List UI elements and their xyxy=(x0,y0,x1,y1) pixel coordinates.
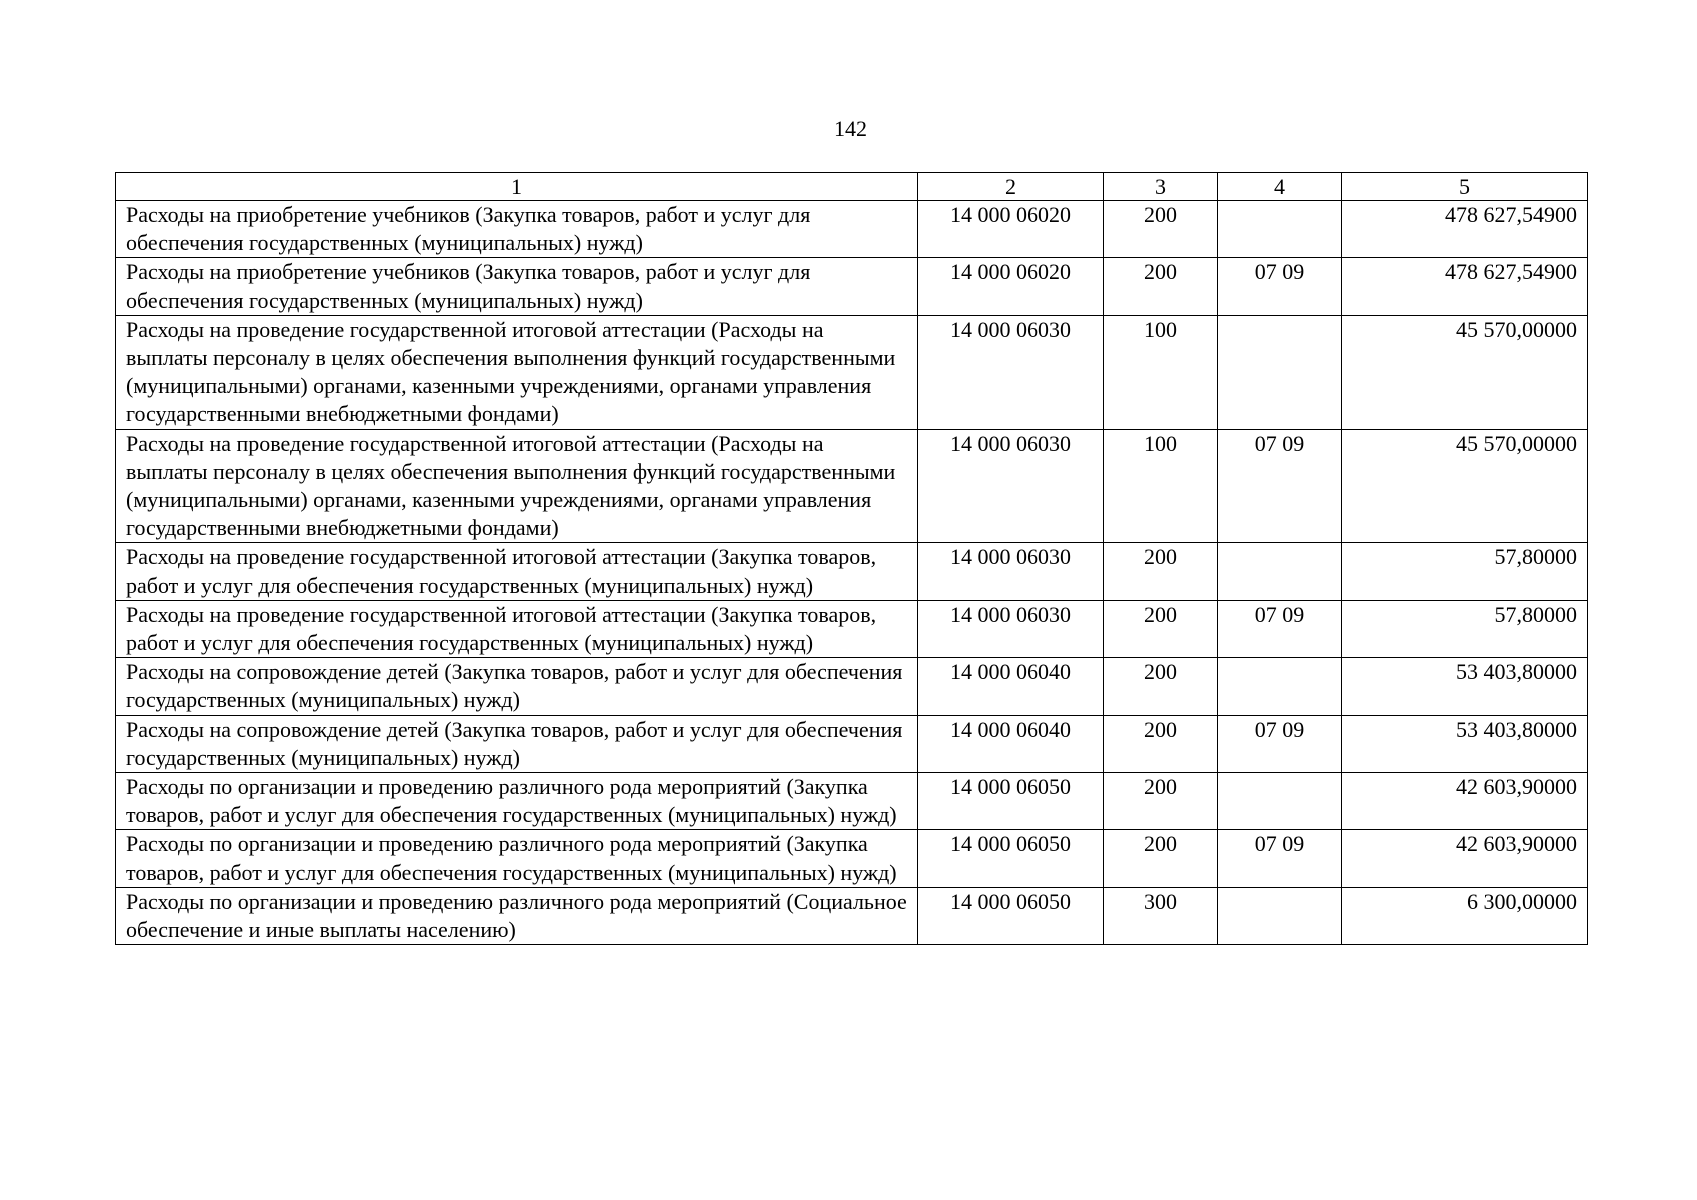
row-section: 07 09 xyxy=(1218,258,1342,315)
table-row xyxy=(116,773,1588,830)
column-header-4: 4 xyxy=(1218,173,1342,201)
table-row xyxy=(116,201,1588,258)
row-description: Расходы по организации и проведению различного рода мероприятий (Закупка товаров, работ и услуг для обеспечения государственных (муниципальных) нужд) xyxy=(116,773,918,830)
row-description: Расходы на приобретение учебников (Закупка товаров, работ и услуг для обеспечения государственных (муниципальных) нужд) xyxy=(116,258,918,315)
table-row xyxy=(116,658,1588,715)
row-target-code: 14 000 06050 xyxy=(918,830,1104,887)
row-amount: 478 627,54900 xyxy=(1342,201,1588,258)
table-row xyxy=(116,887,1588,944)
table-row xyxy=(116,600,1588,657)
row-amount: 53 403,80000 xyxy=(1342,658,1588,715)
table-body xyxy=(116,201,1588,945)
row-amount: 45 570,00000 xyxy=(1342,429,1588,543)
column-header-2: 2 xyxy=(918,173,1104,201)
header-row xyxy=(116,173,1588,201)
row-amount: 53 403,80000 xyxy=(1342,715,1588,772)
row-amount: 57,80000 xyxy=(1342,600,1588,657)
row-target-code: 14 000 06040 xyxy=(918,715,1104,772)
row-expense-type: 200 xyxy=(1104,773,1218,830)
row-expense-type: 200 xyxy=(1104,201,1218,258)
row-target-code: 14 000 06030 xyxy=(918,429,1104,543)
row-description: Расходы по организации и проведению различного рода мероприятий (Социальное обеспечение и иные выплаты населению) xyxy=(116,887,918,944)
table-row xyxy=(116,715,1588,772)
row-amount: 45 570,00000 xyxy=(1342,315,1588,429)
table-row xyxy=(116,830,1588,887)
table-row xyxy=(116,543,1588,600)
row-expense-type: 200 xyxy=(1104,658,1218,715)
row-section xyxy=(1218,543,1342,600)
row-description: Расходы на сопровождение детей (Закупка товаров, работ и услуг для обеспечения государственных (муниципальных) нужд) xyxy=(116,658,918,715)
row-target-code: 14 000 06050 xyxy=(918,773,1104,830)
table-header xyxy=(116,173,1588,201)
row-target-code: 14 000 06030 xyxy=(918,543,1104,600)
row-section: 07 09 xyxy=(1218,715,1342,772)
row-expense-type: 200 xyxy=(1104,830,1218,887)
row-section: 07 09 xyxy=(1218,600,1342,657)
row-target-code: 14 000 06020 xyxy=(918,258,1104,315)
row-amount: 6 300,00000 xyxy=(1342,887,1588,944)
row-expense-type: 100 xyxy=(1104,315,1218,429)
row-target-code: 14 000 06040 xyxy=(918,658,1104,715)
row-expense-type: 300 xyxy=(1104,887,1218,944)
row-description: Расходы на приобретение учебников (Закупка товаров, работ и услуг для обеспечения государственных (муниципальных) нужд) xyxy=(116,201,918,258)
row-description: Расходы на проведение государственной итоговой аттестации (Расходы на выплаты персоналу в целях обеспечения выполнения функций государственными (муниципальными) органами, казенными учреждениями, органами управления государственными внебюджетными фондами) xyxy=(116,429,918,543)
row-expense-type: 100 xyxy=(1104,429,1218,543)
column-header-1: 1 xyxy=(116,173,918,201)
page-number: 142 xyxy=(834,116,867,141)
row-description: Расходы на проведение государственной итоговой аттестации (Закупка товаров, работ и услуг для обеспечения государственных (муниципальных) нужд) xyxy=(116,600,918,657)
row-expense-type: 200 xyxy=(1104,258,1218,315)
row-amount: 478 627,54900 xyxy=(1342,258,1588,315)
row-expense-type: 200 xyxy=(1104,715,1218,772)
row-section: 07 09 xyxy=(1218,830,1342,887)
row-section xyxy=(1218,658,1342,715)
row-amount: 42 603,90000 xyxy=(1342,773,1588,830)
row-description: Расходы на проведение государственной итоговой аттестации (Расходы на выплаты персоналу в целях обеспечения выполнения функций государственными (муниципальными) органами, казенными учреждениями, органами управления государственными внебюджетными фондами) xyxy=(116,315,918,429)
row-target-code: 14 000 06030 xyxy=(918,600,1104,657)
row-description: Расходы на сопровождение детей (Закупка товаров, работ и услуг для обеспечения государственных (муниципальных) нужд) xyxy=(116,715,918,772)
row-section xyxy=(1218,201,1342,258)
column-header-3: 3 xyxy=(1104,173,1218,201)
row-target-code: 14 000 06030 xyxy=(918,315,1104,429)
row-section xyxy=(1218,315,1342,429)
row-amount: 42 603,90000 xyxy=(1342,830,1588,887)
row-expense-type: 200 xyxy=(1104,600,1218,657)
row-section xyxy=(1218,773,1342,830)
row-target-code: 14 000 06050 xyxy=(918,887,1104,944)
table-row xyxy=(116,429,1588,543)
row-section xyxy=(1218,887,1342,944)
table-row xyxy=(116,258,1588,315)
table-row xyxy=(116,315,1588,429)
row-target-code: 14 000 06020 xyxy=(918,201,1104,258)
row-expense-type: 200 xyxy=(1104,543,1218,600)
row-description: Расходы на проведение государственной итоговой аттестации (Закупка товаров, работ и услуг для обеспечения государственных (муниципальных) нужд) xyxy=(116,543,918,600)
row-description: Расходы по организации и проведению различного рода мероприятий (Закупка товаров, работ и услуг для обеспечения государственных (муниципальных) нужд) xyxy=(116,830,918,887)
row-amount: 57,80000 xyxy=(1342,543,1588,600)
row-section: 07 09 xyxy=(1218,429,1342,543)
budget-table xyxy=(115,172,1588,945)
column-header-5: 5 xyxy=(1342,173,1588,201)
